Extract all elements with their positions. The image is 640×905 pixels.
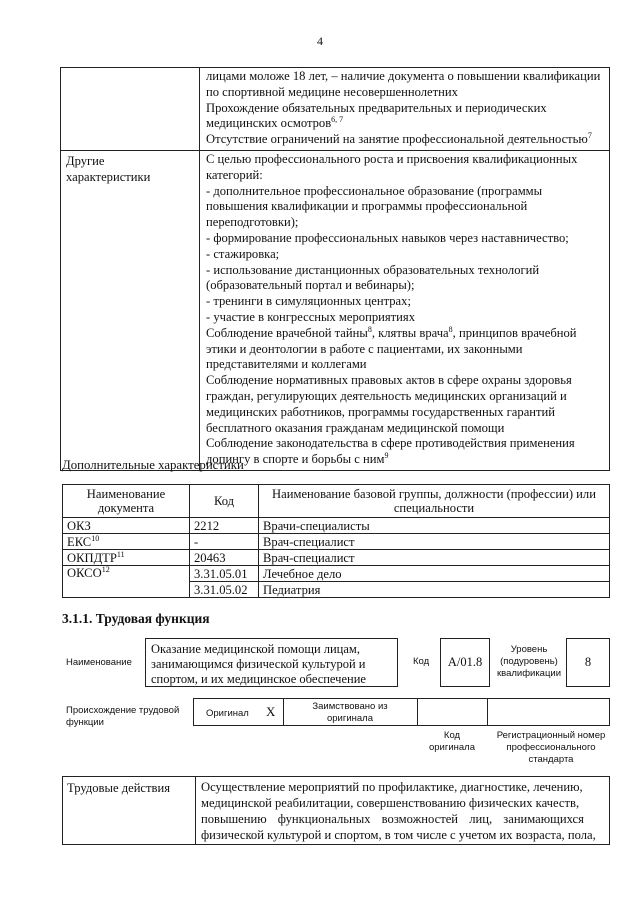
doc-name: ОКЗ — [67, 518, 91, 533]
origin-label — [66, 705, 179, 729]
name-label: Наименование — [66, 657, 132, 668]
level-label — [494, 644, 564, 680]
row-label-line: характеристики — [66, 169, 151, 184]
level-value-box: 8 — [566, 638, 610, 687]
text-line — [206, 326, 604, 342]
text-line: - дополнительное профессиональное образование (программы — [206, 183, 543, 198]
footnote-ref: 12 — [101, 565, 110, 574]
text-line: - тренинги в симуляционных центрах; — [206, 294, 411, 309]
text-line: переподготовки); — [206, 215, 299, 230]
code-label: Код — [413, 656, 430, 667]
text-line: категорий: — [206, 167, 263, 182]
text-line: - формирование профессиональных навыков через наставничество; — [206, 230, 569, 245]
text-line: занимающимся физической культурой и — [151, 657, 366, 671]
name-cell: Врачи-специалисты — [259, 518, 610, 534]
text-line: лицами моложе 18 лет, – наличие документа о повышении квалификации — [206, 69, 601, 83]
text-line: С целью профессионального роста и присвоения квалификационных — [206, 151, 578, 166]
labor-actions-label: Трудовые действия — [63, 777, 196, 845]
requirements-table — [60, 67, 610, 471]
table-row — [63, 518, 610, 534]
text-line: - стажировка; — [206, 246, 280, 261]
table-cell-empty — [61, 68, 200, 151]
table-row — [63, 566, 610, 582]
doc-name: ОКПДТР — [67, 550, 117, 565]
function-name-box — [145, 638, 398, 687]
table-cell-label — [61, 150, 200, 470]
name-cell: Педиатрия — [259, 582, 610, 598]
doc-cell — [63, 550, 190, 566]
text-segment: Соблюдение врачебной тайны — [206, 325, 368, 340]
table-row — [63, 534, 610, 550]
text-line: этики и деонтологии в работе с пациентами, их законными — [206, 341, 523, 356]
text-segment: , принципов врачебной — [452, 325, 577, 340]
text-line: повышению функциональных возможностей лиц, занимающихся — [201, 812, 584, 826]
text-line: стандарта — [528, 754, 574, 765]
text-line: (подуровень) — [500, 656, 558, 667]
doc-name: ЕКС — [67, 534, 92, 549]
cell-divider — [283, 699, 284, 725]
cell-divider — [487, 699, 488, 725]
code-cell: - — [190, 534, 259, 550]
text-line: бесплатного оказания гражданам медицинской помощи — [206, 420, 505, 435]
text-line: - использование дистанционных образовательных технологий — [206, 262, 540, 277]
code-cell: 3.31.05.01 — [190, 566, 259, 582]
text-line: спортом, и их медицинское обеспечение — [151, 672, 366, 686]
text-line: профессионального — [506, 742, 596, 753]
text-line: Прохождение обязательных предварительных и периодических — [206, 100, 547, 115]
text-segment: Отсутствие ограничений на занятие профессиональной деятельностью — [206, 132, 588, 147]
table-row — [63, 777, 610, 845]
text-line: Происхождение трудовой — [66, 705, 180, 716]
text-line: Регистрационный номер — [496, 730, 606, 741]
text-line: функции — [66, 717, 104, 728]
origin-table — [193, 698, 610, 726]
labor-actions-text — [196, 777, 610, 845]
original-mark: X — [266, 704, 276, 719]
text-line: повышения квалификации и программы профессиональной — [206, 199, 528, 214]
text-line — [206, 132, 604, 148]
text-line: медицинских работников, программы государственных гарантий — [206, 404, 556, 419]
code-cell: 3.31.05.02 — [190, 582, 259, 598]
text-line: Осуществление мероприятий по профилактике, диагностике, лечению, — [201, 780, 583, 794]
text-segment: медицинских осмотров — [206, 116, 332, 131]
cell-divider — [417, 699, 418, 725]
borrowed-label — [286, 701, 414, 725]
reg-number-label — [490, 730, 612, 766]
text-line: Соблюдение нормативных правовых актов в сфере охраны здоровья — [206, 373, 572, 388]
page-number: 4 — [317, 34, 323, 48]
name-cell: Врач-специалист — [259, 550, 610, 566]
text-line: - участие в конгрессных мероприятиях — [206, 309, 415, 324]
text-line: Заимствовано из — [312, 701, 388, 712]
doc-cell — [63, 534, 190, 550]
footnote-ref: 10 — [91, 533, 100, 543]
code-original-label — [412, 730, 492, 754]
code-value-box: A/01.8 — [440, 638, 490, 687]
table-row — [61, 150, 610, 470]
labor-actions-table — [62, 776, 610, 845]
footnote-ref: 6, 7 — [331, 115, 344, 125]
additional-characteristics-table — [62, 484, 610, 598]
column-header: Код — [190, 485, 259, 518]
text-segment: допингу в спорте и борьбы с ним — [206, 452, 385, 467]
text-line: Код — [443, 730, 461, 741]
text-line: (образовательный портал и вебинары); — [206, 278, 415, 293]
text-line: Соблюдение законодательства в сфере противодействия применения — [206, 436, 575, 451]
footnote-ref: 9 — [384, 451, 389, 461]
section-heading: Дополнительные характеристики — [62, 458, 244, 472]
doc-cell — [63, 518, 190, 534]
text-segment: , клятвы врача — [371, 325, 449, 340]
table-row — [63, 550, 610, 566]
text-line: физической культурой и спортом, в том числе с учетом их возраста, пола, — [201, 828, 596, 842]
doc-cell — [63, 566, 190, 598]
text-line: граждан, регулирующих деятельность медицинских организаций и — [206, 388, 567, 403]
column-header: Наименование документа — [63, 485, 190, 518]
name-cell: Лечебное дело — [259, 566, 610, 582]
text-line: Уровень — [510, 644, 548, 655]
text-line: медицинской реабилитации, совершенствованию физических качеств, — [201, 796, 580, 810]
text-line — [206, 452, 604, 468]
footnote-ref: 7 — [587, 131, 592, 141]
text-line: по спортивной медицине несовершеннолетних — [206, 84, 458, 99]
text-line: представителями и коллегами — [206, 357, 367, 372]
original-label: Оригинал — [206, 708, 249, 719]
table-cell-other-characteristics — [200, 150, 610, 470]
footnote-ref: 8 — [448, 324, 453, 334]
text-line: оригинала — [326, 713, 373, 724]
table-row — [61, 68, 610, 151]
text-line: квалификации — [496, 668, 562, 679]
code-cell: 20463 — [190, 550, 259, 566]
footnote-ref: 8 — [367, 324, 372, 334]
text-line — [206, 116, 604, 132]
table-header-row — [63, 485, 610, 518]
footnote-ref: 11 — [116, 549, 125, 559]
function-title: 3.1.1. Трудовая функция — [62, 611, 210, 626]
row-label-line: Другие — [66, 153, 105, 168]
doc-name: ОКСО — [67, 566, 102, 580]
table-cell-requirements — [200, 68, 610, 151]
column-header: Наименование базовой группы, должности (профессии) или специальности — [259, 485, 610, 518]
name-cell: Врач-специалист — [259, 534, 610, 550]
text-line: Оказание медицинской помощи лицам, — [151, 642, 360, 656]
text-line: оригинала — [428, 742, 475, 753]
code-cell: 2212 — [190, 518, 259, 534]
